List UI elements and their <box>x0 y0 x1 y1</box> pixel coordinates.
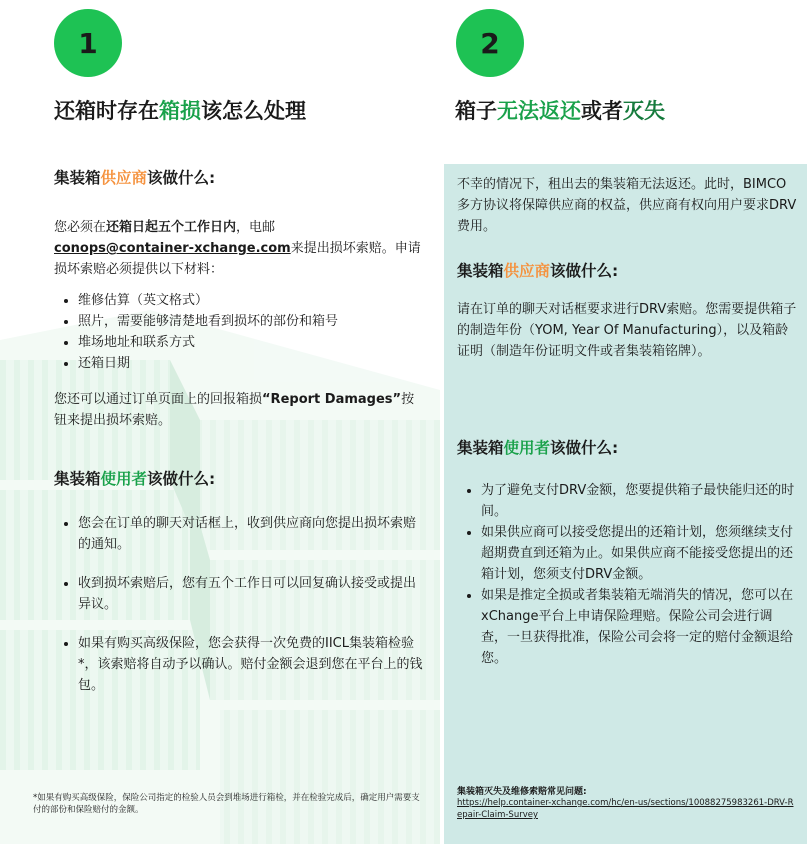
left-title <box>54 95 306 125</box>
report-note-text-2: 按钮来提出损坏索赔。 <box>54 392 415 428</box>
left-supplier-heading <box>54 166 424 188</box>
right-user-heading-part2: 该做什么: <box>550 439 619 457</box>
right-user-heading-part1: 集装箱 <box>457 439 504 457</box>
step-2-badge <box>456 9 524 77</box>
left-supplier-list <box>54 290 424 374</box>
list-item: • 还箱日期 <box>78 353 424 374</box>
right-title-highlight-2: 灭失 <box>623 99 665 123</box>
left-title-highlight: 箱损 <box>159 99 201 123</box>
step-1-badge <box>54 9 122 77</box>
right-supplier-heading-highlight: 供应商 <box>503 262 551 280</box>
right-title <box>455 95 665 125</box>
right-supplier-text: 请在订单的聊天对话框要求进行DRV索赔。您需要提供箱子的制造年份（YOM, Year Of Manufacturing），以及箱龄证明（制造年份证明文件或者集装箱铭牌）。 <box>457 302 797 359</box>
report-note-text-1: 您还可以通过订单页面上的回报箱损 <box>54 392 263 407</box>
list-item: • 如果供应商可以接受您提出的还箱计划，您须继续支付超期费直到还箱为止。如果供应商不能接受您提出的还箱计划，您须支付DRV金额。 <box>481 522 797 585</box>
faq-link[interactable]: https://help.container-xchange.com/hc/en-us/sections/10088275983261-DRV-Repair-Claim-Survey <box>457 798 794 820</box>
right-supplier-heading-part2: 该做什么: <box>550 262 619 280</box>
left-title-part1: 还箱时存在 <box>54 99 159 123</box>
right-supplier-heading-part1: 集装箱 <box>457 262 504 280</box>
intro-deadline: 还箱日起五个工作日内 <box>106 220 237 235</box>
list-item: • 如果是推定全损或者集装箱无端消失的情况，您可以在xChange平台上申请保险理赔。保险公司会进行调查，一旦获得批准，保险公司会将一定的赔付金额退给您。 <box>481 585 797 669</box>
left-user-list <box>54 513 424 696</box>
report-damages-label: “Report Damages” <box>262 392 402 407</box>
insurance-footnote: *如果有购买高级保险，保险公司指定的检验人员会到堆场进行箱检，并在检验完成后，确定用户需要支付的部份和保险赔付的金额。 <box>33 793 420 815</box>
list-item: • 您会在订单的聊天对话框上，收到供应商向您提出损坏索赔的通知。 <box>78 513 424 555</box>
list-item: • 为了避免支付DRV金额，您要提供箱子最快能归还的时间。 <box>481 480 797 522</box>
left-title-part2: 该怎么处理 <box>201 99 306 123</box>
list-item: • 照片，需要能够清楚地看到损坏的部份和箱号 <box>78 311 424 332</box>
left-user-heading-part1: 集装箱 <box>54 470 101 488</box>
right-supplier-heading <box>457 259 797 281</box>
right-intro: 不幸的情况下，租出去的集装箱无法返还。此时，BIMCO多方协议将保障供应商的权益，供应商有权向用户要求DRV费用。 <box>457 177 797 234</box>
left-user-heading-part2: 该做什么: <box>147 470 216 488</box>
right-title-part2: 或者 <box>581 99 623 123</box>
left-supplier-heading-part1: 集装箱 <box>54 169 101 187</box>
right-user-heading-highlight: 使用者 <box>503 439 551 457</box>
list-item: • 堆场地址和联系方式 <box>78 332 424 353</box>
intro-text-2: ，电邮 <box>236 220 276 235</box>
support-email-link[interactable]: conops@container-xchange.com <box>54 241 291 256</box>
list-item: • 维修估算（英文格式） <box>78 290 424 311</box>
right-user-list <box>457 480 797 669</box>
faq-section <box>457 784 797 821</box>
faq-title: 集装箱灭失及维修索赔常见问题: <box>457 787 587 797</box>
right-panel-content <box>457 174 797 669</box>
right-panel <box>444 164 807 844</box>
right-title-part1: 箱子 <box>455 99 497 123</box>
step-1-number: 1 <box>78 26 98 60</box>
left-supplier-heading-highlight: 供应商 <box>100 169 148 187</box>
left-user-heading-highlight: 使用者 <box>100 470 148 488</box>
left-supplier-heading-part2: 该做什么: <box>147 169 216 187</box>
intro-text-1: 您必须在 <box>54 220 107 235</box>
right-user-heading <box>457 436 797 458</box>
list-item: • 如果有购买高级保险，您会获得一次免费的IICL集装箱检验*，该索赔将自动予以确认。赔付金额会退到您在平台上的钱包。 <box>78 633 424 696</box>
report-damages-note <box>54 389 424 431</box>
right-title-highlight-1: 无法返还 <box>497 99 581 123</box>
left-user-heading <box>54 467 424 489</box>
list-item: • 收到损坏索赔后，您有五个工作日可以回复确认接受或提出异议。 <box>78 573 424 615</box>
left-column <box>54 166 424 696</box>
intro-text-3: 来提出损坏索赔。申请损坏索赔必须提供以下材料： <box>54 241 421 277</box>
left-supplier-intro <box>54 217 424 280</box>
step-2-number: 2 <box>480 26 500 60</box>
